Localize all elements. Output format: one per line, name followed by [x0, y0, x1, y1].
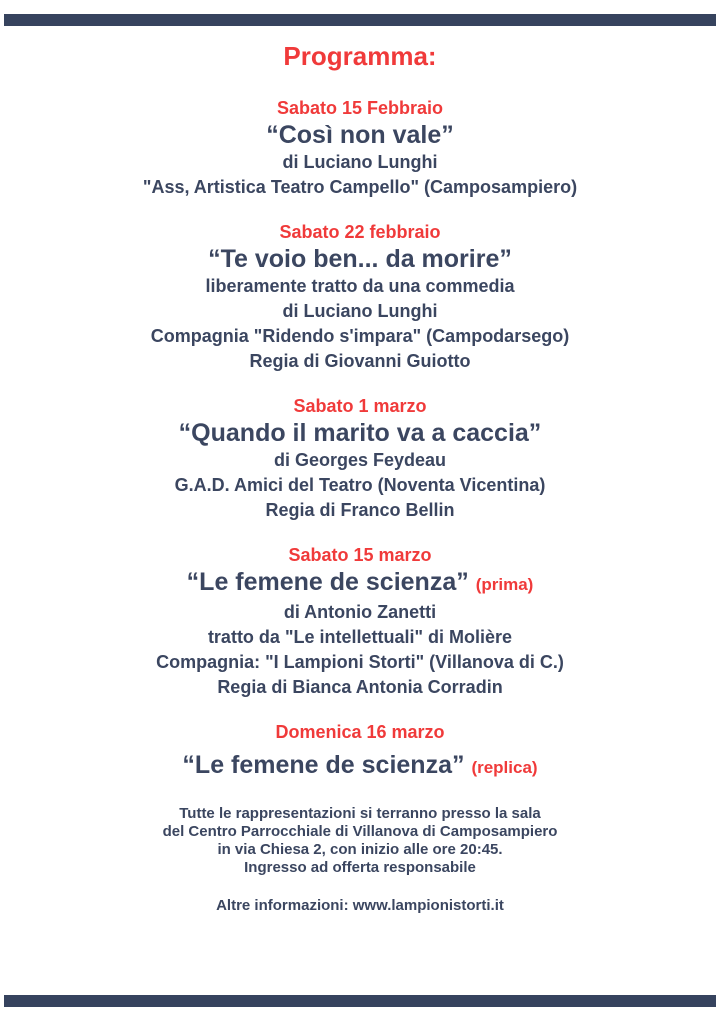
event-title	[0, 418, 720, 448]
event-title-text: “Le femene de scienza”	[182, 751, 465, 779]
top-divider-bar	[4, 14, 716, 26]
event-note: (replica)	[471, 758, 538, 777]
event-item	[0, 720, 720, 783]
event-item	[0, 220, 720, 374]
event-date: Sabato 22 febbraio	[279, 222, 441, 242]
venue-info-line: del Centro Parrocchiale di Villanova di Camposampiero	[162, 823, 558, 840]
event-title	[0, 244, 720, 274]
event-detail-line: G.A.D. Amici del Teatro (Noventa Vicentina)	[174, 475, 546, 495]
event-detail-line: liberamente tratto da una commedia	[205, 276, 515, 296]
venue-info	[0, 805, 720, 915]
event-title-text: “Te voio ben... da morire”	[208, 245, 512, 273]
event-date: Sabato 15 marzo	[288, 545, 432, 565]
event-detail-line: Regia di Bianca Antonia Corradin	[217, 677, 503, 697]
event-detail-line: di Luciano Lunghi	[282, 301, 438, 321]
event-title-text: “Così non vale”	[266, 121, 454, 149]
page-heading: Programma:	[283, 41, 437, 71]
event-title	[0, 750, 720, 783]
bottom-divider-bar	[4, 995, 716, 1007]
contact-info: Altre informazioni: www.lampionistorti.it	[216, 897, 504, 914]
venue-info-line: Tutte le rappresentazioni si terranno presso la sala	[179, 805, 541, 822]
event-detail-line: Regia di Franco Bellin	[265, 500, 455, 520]
event-item	[0, 543, 720, 700]
event-detail-line: tratto da "Le intellettuali" di Molière	[207, 627, 513, 647]
event-detail-line: Compagnia "Ridendo s'impara" (Campodarsego)	[150, 326, 570, 346]
event-detail-line: "Ass, Artistica Teatro Campello" (Camposampiero)	[142, 177, 578, 197]
event-title-text: “Quando il marito va a caccia”	[178, 419, 542, 447]
event-detail-line: Regia di Giovanni Guiotto	[249, 351, 471, 371]
event-detail-line: di Georges Feydeau	[273, 450, 447, 470]
venue-info-line: in via Chiesa 2, con inizio alle ore 20:45.	[217, 841, 503, 858]
event-title	[0, 120, 720, 150]
event-date: Domenica 16 marzo	[275, 722, 445, 742]
program-content	[0, 40, 720, 915]
venue-info-line: Ingresso ad offerta responsabile	[244, 859, 476, 876]
event-date: Sabato 1 marzo	[293, 396, 427, 416]
event-date: Sabato 15 Febbraio	[276, 98, 444, 118]
event-item	[0, 96, 720, 200]
event-item	[0, 394, 720, 523]
event-title-text: “Le femene de scienza”	[186, 568, 469, 596]
event-note: (prima)	[475, 575, 534, 594]
event-detail-line: Compagnia: "I Lampioni Storti" (Villanova di C.)	[156, 652, 564, 672]
event-detail-line: di Luciano Lunghi	[282, 152, 438, 172]
event-detail-line: di Antonio Zanetti	[283, 602, 437, 622]
event-title	[0, 567, 720, 600]
